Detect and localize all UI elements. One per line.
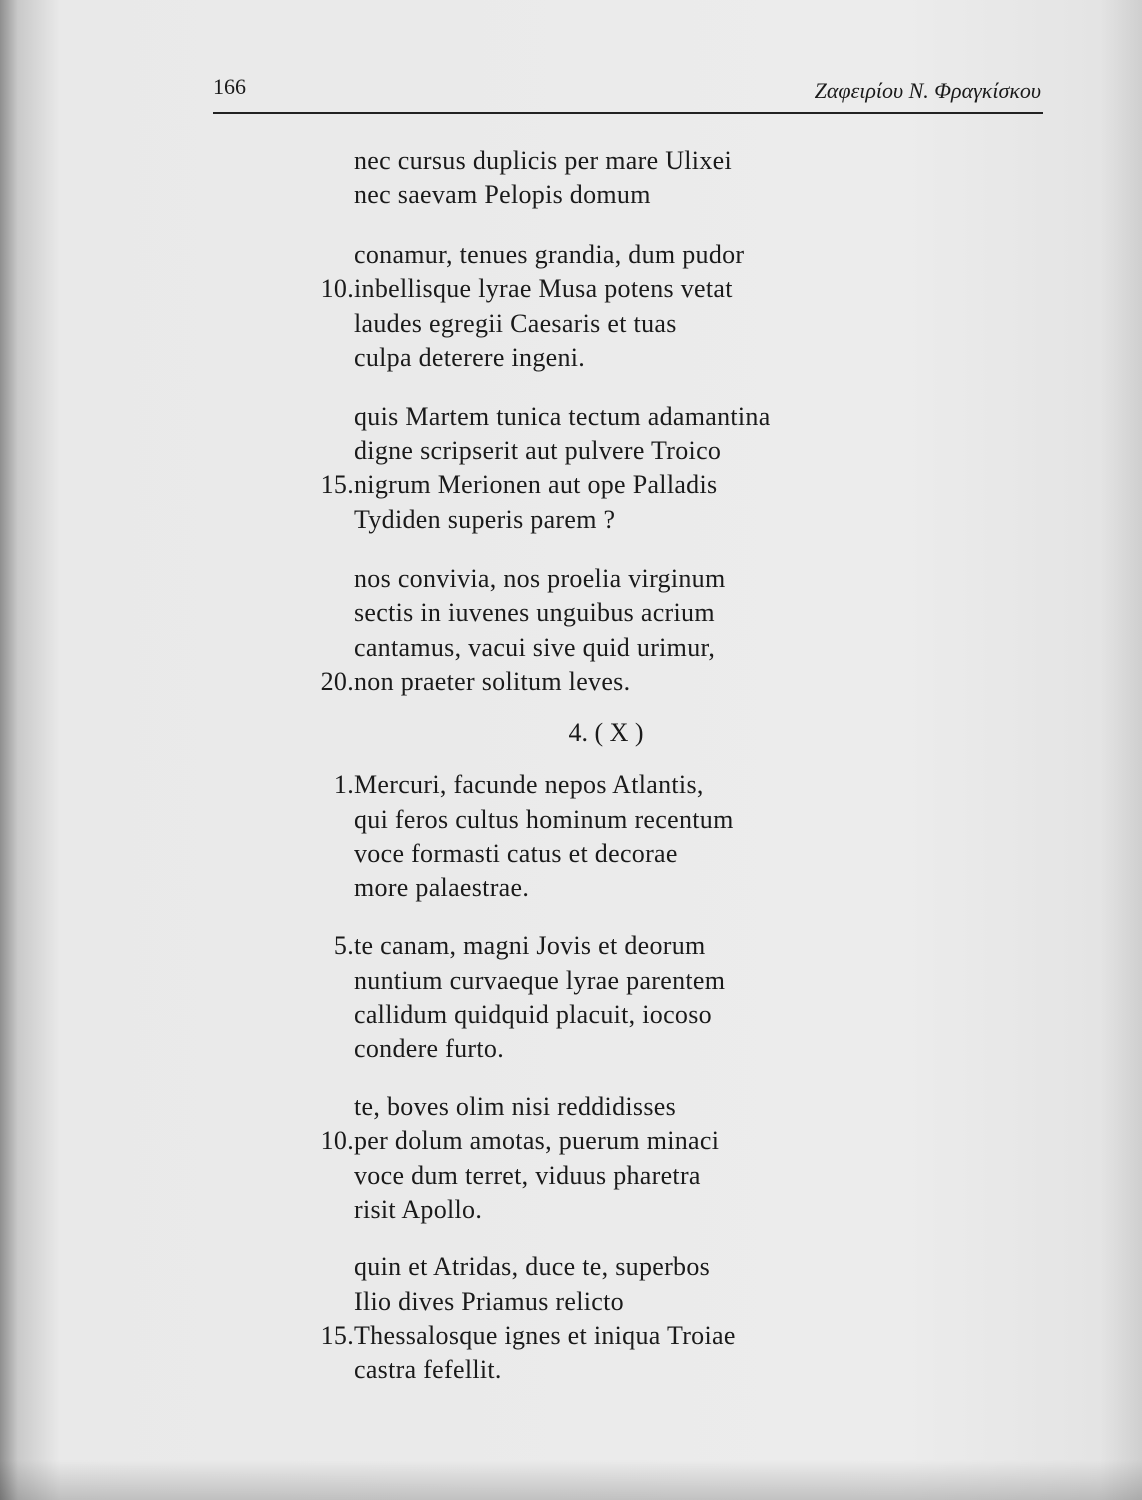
verse-line: nec cursus duplicis per mare Ulixei: [354, 146, 732, 175]
line-number: 15.: [320, 470, 354, 499]
page-shadow: [0, 1460, 1142, 1500]
verse-line: callidum quidquid placuit, iocoso: [354, 1000, 712, 1029]
verse-line: conamur, tenues grandia, dum pudor: [354, 240, 745, 269]
verse-line: 5. te canam, magni Jovis et deorum: [300, 931, 940, 965]
verse-line: laudes egregii Caesaris et tuas: [354, 309, 677, 338]
verse-line: culpa deterere ingeni.: [354, 343, 586, 372]
verse-line: voce dum terret, viduus pharetra: [354, 1161, 701, 1190]
verse-line: 15. Thessalosque ignes et iniqua Troiae: [300, 1321, 940, 1355]
verse-line: digne scripserit aut pulvere Troico: [354, 436, 722, 465]
verse-line: more palaestrae.: [354, 873, 530, 902]
page-header: [213, 72, 1043, 114]
page-number: 166: [213, 74, 246, 99]
verse-line: quis Martem tunica tectum adamantina: [354, 402, 771, 431]
verse-line: 20. non praeter solitum leves.: [300, 667, 940, 701]
verse-line: condere furto.: [354, 1034, 505, 1063]
verse-line: Ilio dives Priamus relicto: [354, 1287, 624, 1316]
verse-line: sectis in iuvenes unguibus acrium: [354, 598, 715, 627]
verse-line: te, boves olim nisi reddidisses: [354, 1092, 676, 1121]
running-head: Ζαφειρίου Ν. Φραγκίσκου: [814, 78, 1041, 103]
line-number: 15.: [320, 1321, 354, 1350]
verse-line: castra fefellit.: [354, 1355, 502, 1384]
line-number: 10.: [320, 1126, 354, 1155]
line-number: 1.: [333, 770, 354, 799]
verse-line: quin et Atridas, duce te, superbos: [354, 1252, 711, 1281]
verse-line: nec saevam Pelopis domum: [354, 180, 651, 209]
verse-line: qui feros cultus hominum recentum: [354, 805, 734, 834]
verse-line: 15. nigrum Merionen aut ope Palladis: [300, 470, 940, 504]
verse-line: Tydiden superis parem ?: [354, 505, 616, 534]
verse-line: risit Apollo.: [354, 1195, 483, 1224]
line-number: 5.: [333, 931, 354, 960]
verse-line: voce formasti catus et decorae: [354, 839, 678, 868]
verse-line: nuntium curvaeque lyrae parentem: [354, 966, 726, 995]
verse-line: 10. per dolum amotas, puerum minaci: [300, 1126, 940, 1160]
line-number: 20.: [320, 667, 354, 696]
verse-line: 1. Mercuri, facunde nepos Atlantis,: [300, 770, 940, 804]
verse-line: nos convivia, nos proelia virginum: [354, 564, 726, 593]
verse-line: cantamus, vacui sive quid urimur,: [354, 633, 716, 662]
poem-title: 4. ( X ): [568, 718, 644, 747]
verse-line: 10. inbellisque lyrae Musa potens vetat: [300, 274, 940, 308]
line-number: 10.: [320, 274, 354, 303]
